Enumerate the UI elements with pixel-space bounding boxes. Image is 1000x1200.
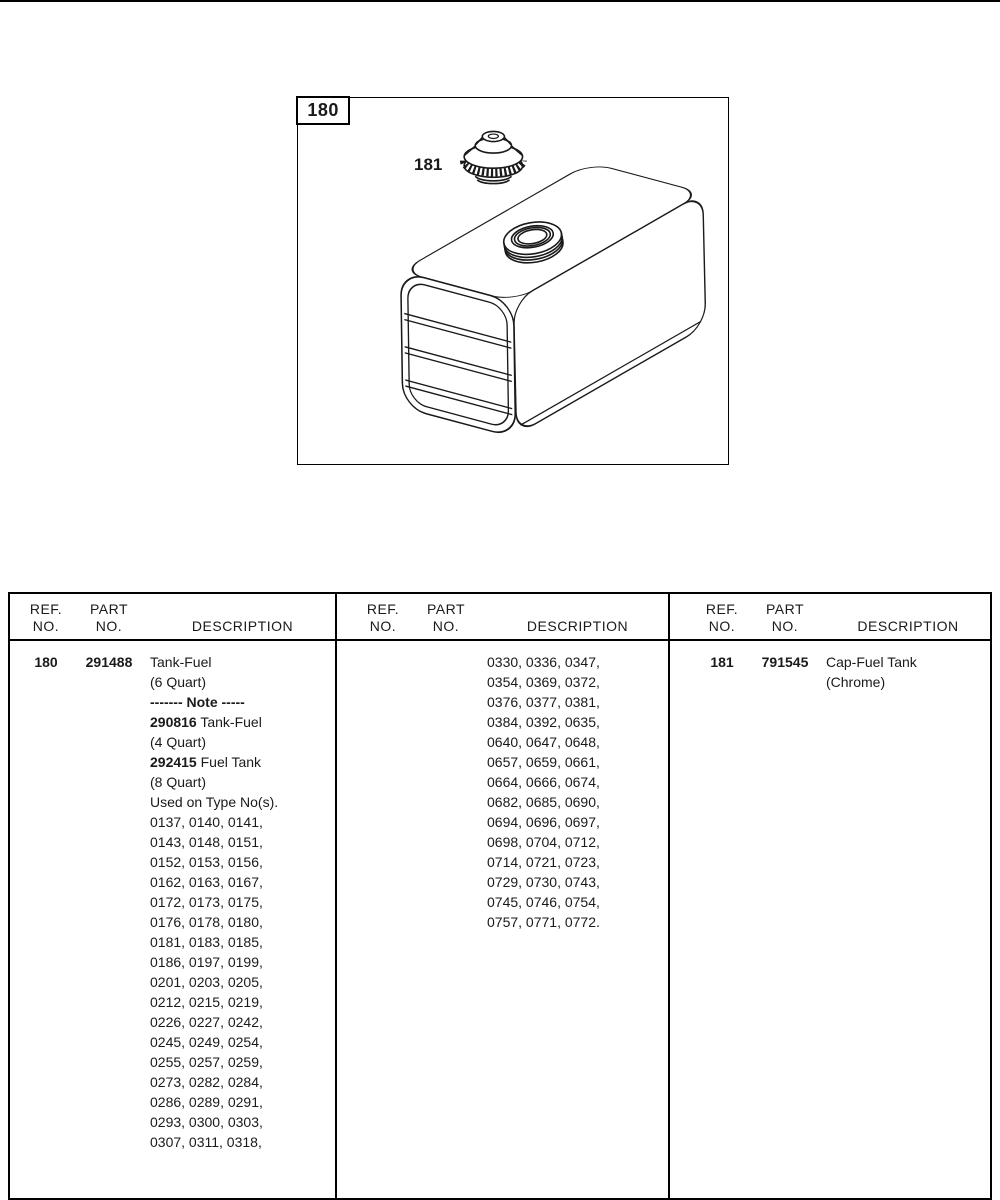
ref-no: 180 (34, 654, 58, 670)
description-line: 0384, 0392, 0635, (487, 714, 600, 730)
description-line: 0186, 0197, 0199, (150, 954, 263, 970)
description-lines (487, 652, 668, 932)
description-line: 0745, 0746, 0754, (487, 894, 600, 910)
description-line: (6 Quart) (150, 674, 207, 690)
description-line: 0664, 0666, 0674, (487, 774, 600, 790)
description-line: 0657, 0659, 0661, (487, 754, 600, 770)
part-entry-181 (670, 652, 990, 692)
description-line: 0286, 0289, 0291, (150, 1094, 263, 1110)
description-line: 0694, 0696, 0697, (487, 814, 600, 830)
header-ref (361, 601, 405, 635)
description-line: 0172, 0173, 0175, (150, 894, 263, 910)
description-line: 0137, 0140, 0141, (150, 814, 263, 830)
header-description: DESCRIPTION (857, 618, 959, 634)
description-line: 290816 Tank-Fuel (150, 714, 262, 730)
page-top-rule (0, 0, 1000, 2)
description-lines (150, 652, 335, 1152)
header-part-line2: NO. (771, 618, 799, 634)
description-line: 0698, 0704, 0712, (487, 834, 600, 850)
description-line: 0245, 0249, 0254, (150, 1034, 263, 1050)
header-ref-line1: REF. (705, 601, 739, 617)
header-ref-line2: NO. (369, 618, 397, 634)
fuel-tank-illustration (298, 98, 728, 464)
header-ref-line1: REF. (366, 601, 400, 617)
table-header-group-1 (10, 601, 335, 635)
description-line: 0729, 0730, 0743, (487, 874, 600, 890)
header-underline (10, 639, 990, 641)
description-line: 0640, 0647, 0648, (487, 734, 600, 750)
header-part-line2: NO. (95, 618, 123, 634)
description-line: 0757, 0771, 0772. (487, 914, 600, 930)
description-line: (Chrome) (826, 674, 886, 690)
description-line: 0162, 0163, 0167, (150, 874, 263, 890)
description-line: 0714, 0721, 0723, (487, 854, 600, 870)
header-ref-line2: NO. (32, 618, 60, 634)
header-part-line1: PART (426, 601, 466, 617)
description-line: 0212, 0215, 0219, (150, 994, 263, 1010)
description-lines (826, 652, 990, 692)
description-line: 0152, 0153, 0156, (150, 854, 263, 870)
header-description: DESCRIPTION (526, 618, 629, 634)
figure-box (297, 97, 729, 465)
header-ref-line1: REF. (29, 601, 63, 617)
description-line: 0201, 0203, 0205, (150, 974, 263, 990)
figure-ref-label: 180 (296, 96, 350, 125)
description-line: 0255, 0257, 0259, (150, 1054, 263, 1070)
description-line: (4 Quart) (150, 734, 207, 750)
header-part-line2: NO. (432, 618, 460, 634)
description-line: 0330, 0336, 0347, (487, 654, 600, 670)
description-line: 0226, 0227, 0242, (150, 1014, 263, 1030)
parts-table (8, 592, 992, 1200)
cap-callout-label: 181 (414, 155, 443, 174)
description-line: ------- Note ----- (150, 694, 245, 710)
header-part-line1: PART (765, 601, 805, 617)
description-line: 0273, 0282, 0284, (150, 1074, 263, 1090)
fuel-cap (464, 131, 522, 183)
description-line: 0376, 0377, 0381, (487, 694, 600, 710)
description-line: Cap-Fuel Tank (826, 654, 917, 670)
ref-no: 181 (710, 654, 734, 670)
description-line: 0176, 0178, 0180, (150, 914, 263, 930)
header-ref (24, 601, 68, 635)
description-line: 0682, 0685, 0690, (487, 794, 600, 810)
description-line: 0181, 0183, 0185, (150, 934, 263, 950)
table-header-group-2 (337, 601, 668, 635)
description-line: 292415 Fuel Tank (150, 754, 262, 770)
description-line: (8 Quart) (150, 774, 207, 790)
description-line: Used on Type No(s). (150, 794, 279, 810)
header-part (78, 601, 140, 635)
part-no: 791545 (761, 654, 809, 670)
header-description: DESCRIPTION (191, 618, 294, 634)
description-line: 0293, 0300, 0303, (150, 1114, 263, 1130)
header-part (754, 601, 816, 635)
part-entry-180 (10, 652, 335, 1152)
header-part (415, 601, 477, 635)
header-ref (700, 601, 744, 635)
description-line: 0307, 0311, 0318, (150, 1134, 262, 1150)
description-line: Tank-Fuel (150, 654, 212, 670)
header-part-line1: PART (89, 601, 129, 617)
header-ref-line2: NO. (708, 618, 736, 634)
table-header-group-3 (670, 601, 990, 635)
part-entry-180-continued (337, 652, 668, 932)
part-no: 291488 (85, 654, 133, 670)
description-line: 0354, 0369, 0372, (487, 674, 600, 690)
description-line: 0143, 0148, 0151, (150, 834, 263, 850)
